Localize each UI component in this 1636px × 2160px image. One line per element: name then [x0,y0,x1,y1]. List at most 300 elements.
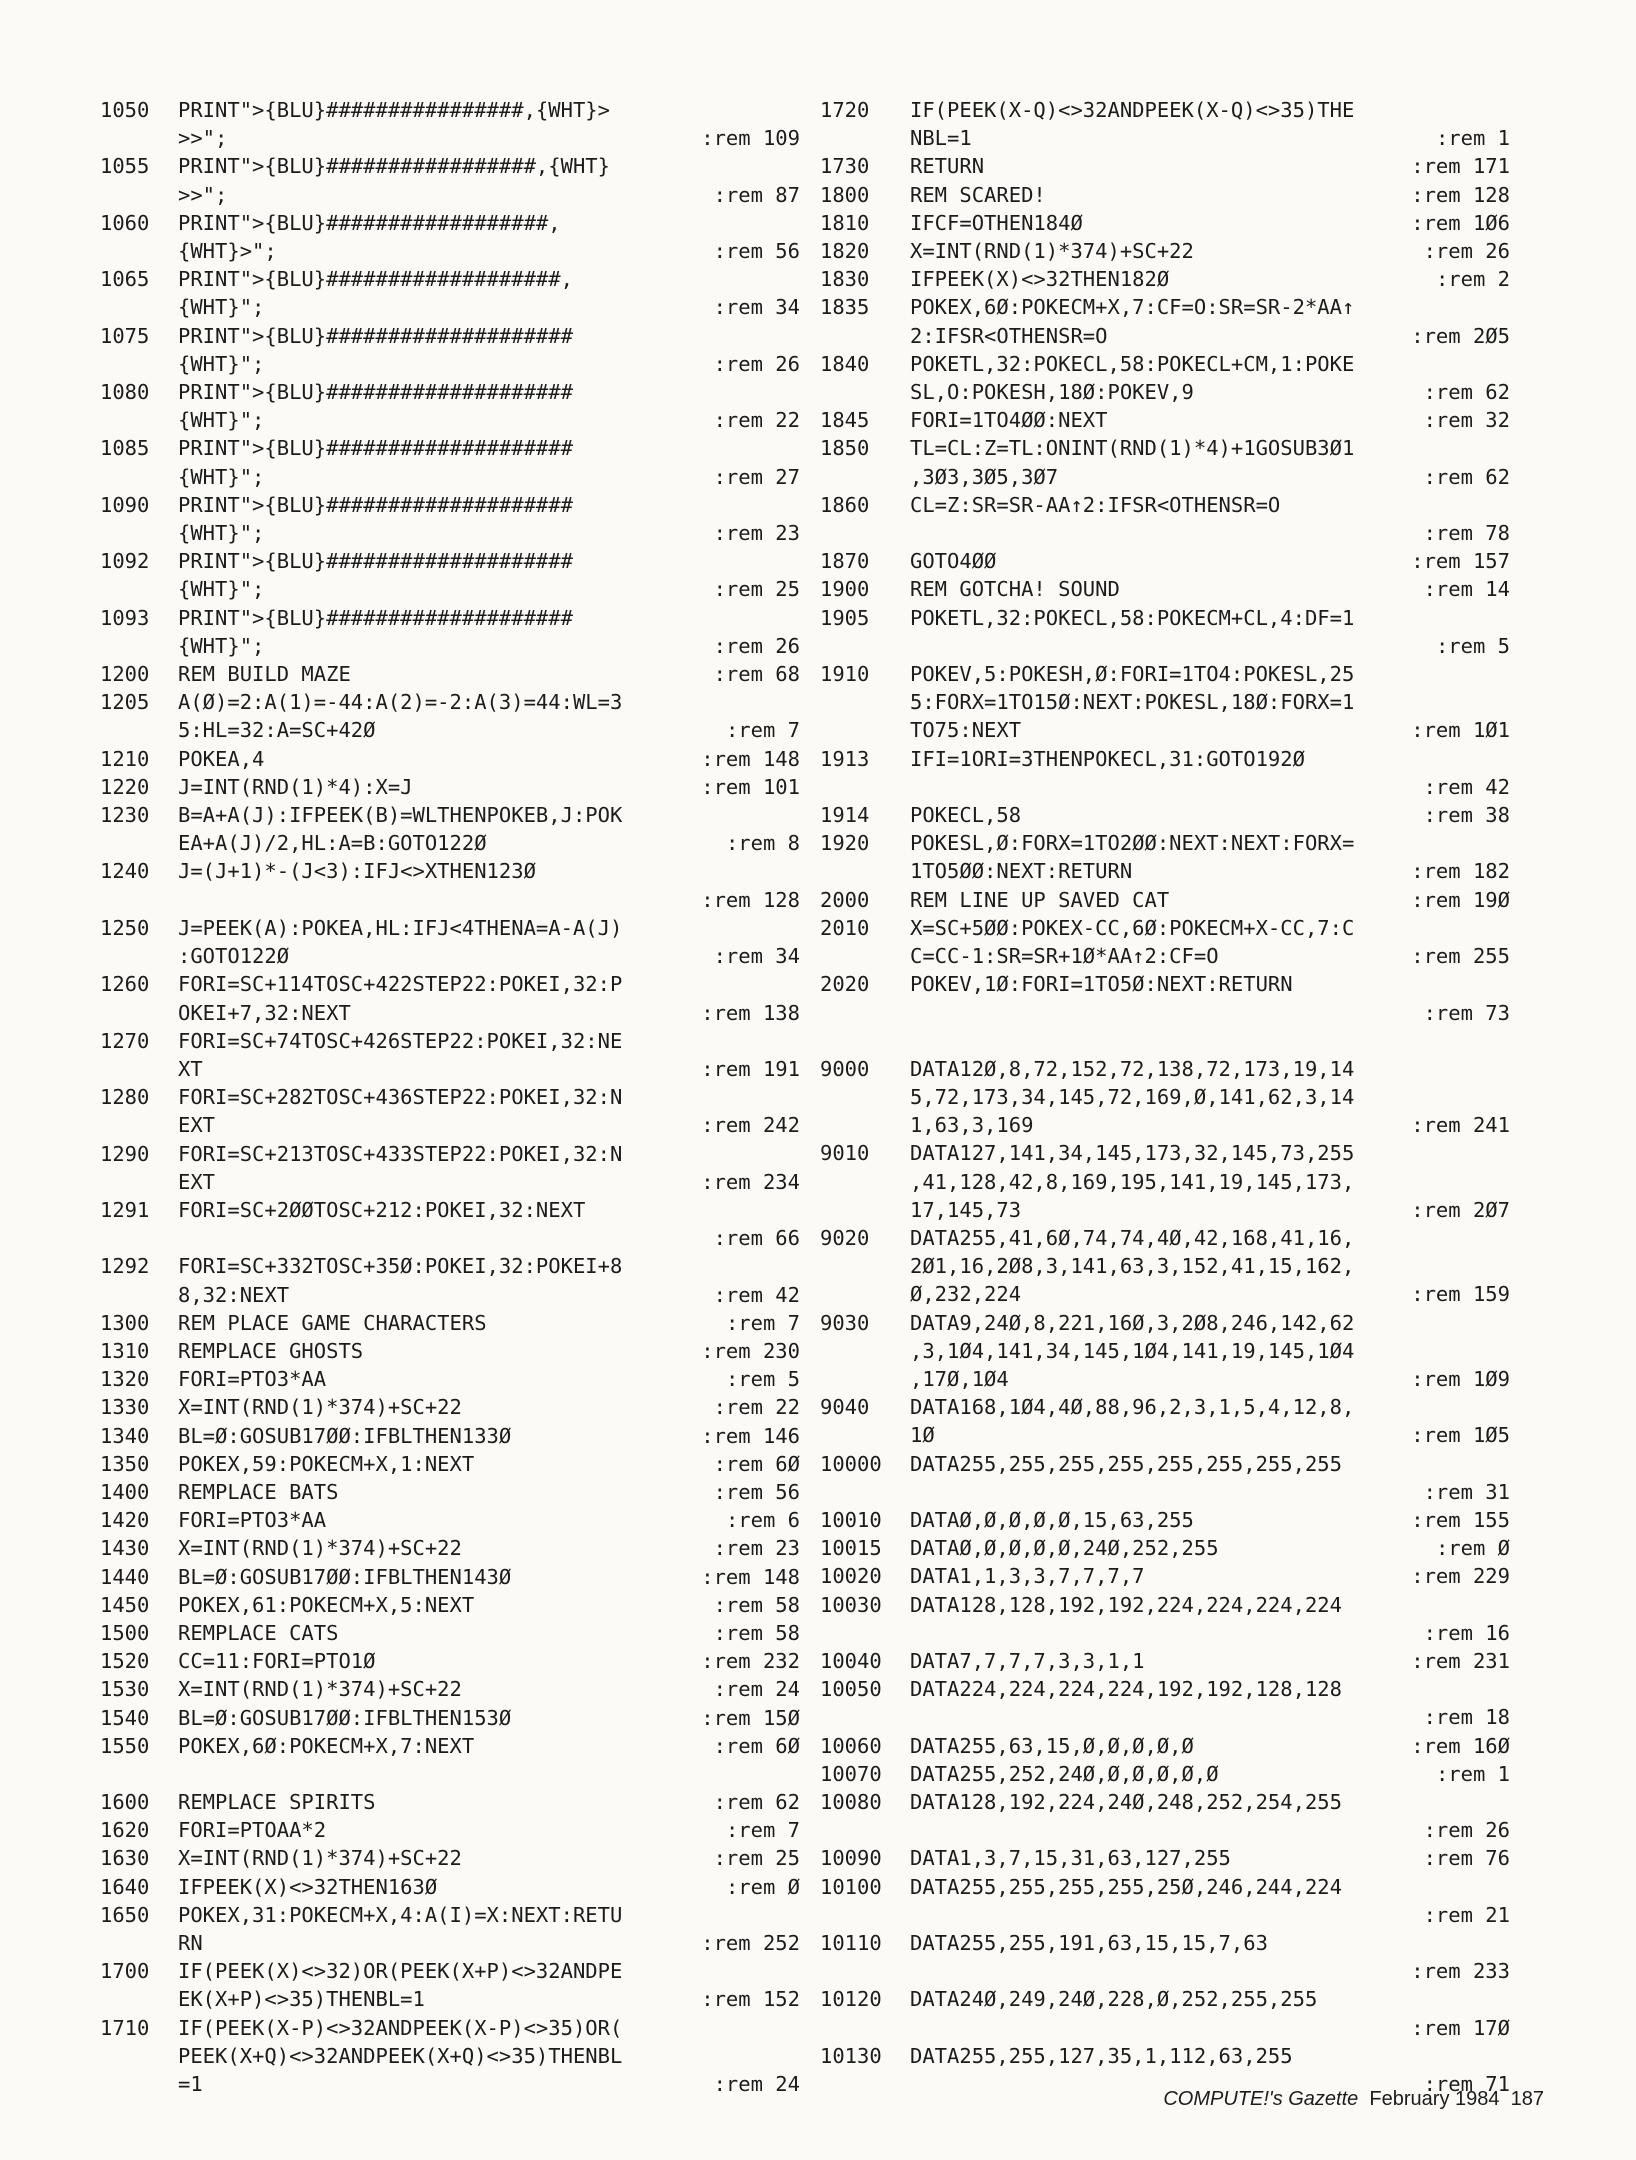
code-row [820,1760,1510,1788]
program-line [820,491,1510,547]
checksum-rem: :rem 157 [1411,549,1510,574]
code-text: DATA24Ø,249,24Ø,228,Ø,252,255,255 [910,1987,1318,2012]
checksum-rem: :rem 152 [701,1987,800,2012]
line-number [100,999,178,1027]
code-row [100,1309,800,1337]
code-text-row [910,575,1510,603]
program-line [820,1393,1510,1449]
code-text: FORI=SC+213TOSC+433STEP22:POKEI,32:N [178,1141,623,1166]
line-number: 1350 [100,1451,150,1476]
code-text-row [178,1675,800,1703]
code-text: DATA255,255,255,255,255,255,255,255 [910,1451,1342,1476]
code-text-inner: >>"; [178,182,228,207]
program-line [100,1083,800,1139]
code-row [100,1140,800,1168]
program-line [100,378,800,434]
line-number: 9000 [820,1056,870,1081]
program-line [820,1224,1510,1309]
code-text-inner: POKEX,6Ø:POKECM+X,7:NEXT [178,1733,475,1758]
code-text: CL=Z:SR=SR-AA↑2:IFSR<OTHENSR=O [910,492,1281,517]
code-row [100,350,800,378]
checksum-rem: :rem 6Ø [713,1733,800,1758]
code-text-row [910,463,1510,491]
code-text-inner: REM LINE UP SAVED CAT [910,887,1170,912]
line-number: 1850 [820,436,870,461]
code-row [100,999,800,1027]
code-text-inner: EK(X+P)<>35)THENBL=1 [178,1987,425,2012]
code-text-inner: {WHT}"; [178,577,265,602]
program-line [820,1055,1510,1140]
program-line [100,1788,800,1816]
line-number: 1810 [820,210,870,235]
code-row [820,1337,1510,1365]
code-row [100,660,800,688]
program-line [100,1704,800,1732]
code-text-row [178,1281,800,1309]
code-text-inner: BL=Ø:GOSUB17ØØ:IFBLTHEN133Ø [178,1423,512,1448]
line-number: 1320 [100,1367,150,1392]
code-row [100,491,800,519]
code-row [100,1365,800,1393]
code-text-inner: BL=Ø:GOSUB17ØØ:IFBLTHEN153Ø [178,1705,512,1730]
checksum-rem: :rem 68 [713,662,800,687]
code-text-row [178,1929,800,1957]
code-text: A(Ø)=2:A(1)=-44:A(2)=-2:A(3)=44:WL=3 [178,690,623,715]
line-number: 10050 [820,1677,882,1702]
code-row [820,406,1510,434]
checksum-rem: :rem 182 [1411,859,1510,884]
checksum-rem: :rem 22 [713,1395,800,1420]
code-text: POKETL,32:POKECL,58:POKECL+CM,1:POKE [910,351,1355,376]
code-text-inner: J=INT(RND(1)*4):X=J [178,774,413,799]
program-line [820,152,1510,180]
code-text-row [178,519,800,547]
code-text-row [178,181,800,209]
code-text: IF(PEEK(X-Q)<>32ANDPEEK(X-Q)<>35)THE [910,98,1355,122]
checksum-rem: :rem 155 [1411,1507,1510,1532]
code-row [820,124,1510,152]
line-number [820,1280,910,1308]
code-text-inner: 1,63,3,169 [910,1113,1034,1138]
program-line [820,237,1510,265]
line-number: 1400 [100,1479,150,1504]
line-number [100,829,178,857]
program-line [100,1506,800,1534]
code-text-row [910,1732,1510,1760]
program-line [100,970,800,1026]
code-text-inner: 1Ø [910,1423,935,1448]
line-number [100,519,178,547]
program-line [100,1619,800,1647]
line-number [820,463,910,491]
line-number: 9020 [820,1225,870,1250]
code-text-row [178,1309,800,1337]
code-text-inner: REMPLACE BATS [178,1479,339,1504]
line-number: 1060 [100,210,150,235]
checksum-rem: :rem 128 [1411,182,1510,207]
code-text: IF(PEEK(X-P)<>32ANDPEEK(X-P)<>35)OR( [178,2015,623,2040]
code-text-inner: DATA1,3,7,15,31,63,127,255 [910,1846,1231,1871]
code-row [100,547,800,575]
line-number: 1450 [100,1592,150,1617]
checksum-rem: :rem 159 [1411,1282,1510,1307]
code-row [820,350,1510,378]
line-number: 1640 [100,1874,150,1899]
code-text-row [178,1393,800,1421]
code-row [100,1055,800,1083]
line-number: 1340 [100,1423,150,1448]
code-text-inner: {WHT}>"; [178,239,277,264]
checksum-rem: :rem 1Ø1 [1411,718,1510,743]
code-text-inner: C=CC-1:SR=SR+1Ø*AA↑2:CF=O [910,944,1219,969]
code-text-row [178,745,800,773]
code-row [100,1816,800,1844]
line-number: 1820 [820,239,870,264]
checksum-rem: :rem 17Ø [1411,2015,1510,2040]
program-line [820,1534,1510,1562]
checksum-rem: :rem 34 [713,944,800,969]
line-number: 1910 [820,662,870,687]
checksum-rem: :rem 255 [1411,944,1510,969]
code-row [100,716,800,744]
code-text: DATA128,192,224,24Ø,248,252,254,255 [910,1789,1342,1814]
program-line [820,1591,1510,1647]
code-text-row [178,1704,800,1732]
line-number: 1220 [100,774,150,799]
checksum-rem: :rem 16Ø [1411,1733,1510,1758]
program-line [820,1139,1510,1224]
code-text: FORI=SC+2ØØTOSC+212:POKEI,32:NEXT [178,1197,586,1222]
code-text-row [910,1421,1510,1449]
code-text-row [178,999,800,1027]
code-row [100,688,800,716]
code-row [100,1675,800,1703]
footer-page-number: 187 [1510,2088,1544,2110]
right-listing-column [820,96,1510,2098]
code-text-inner: 5:HL=32:A=SC+42Ø [178,718,376,743]
code-text-inner: GOTO4ØØ [910,549,997,574]
code-row [820,1111,1510,1139]
code-text-inner: FORI=PTO3*AA [178,1508,327,1533]
program-line [100,1196,800,1252]
line-number: 1205 [100,690,150,715]
code-text: DATA127,141,34,145,173,32,145,73,255 [910,1141,1355,1166]
checksum-rem: :rem 148 [701,746,800,771]
code-text: DATA255,255,255,255,25Ø,246,244,224 [910,1874,1342,1899]
line-number: 10090 [820,1846,882,1871]
line-number [100,2042,178,2070]
checksum-rem: :rem 1Ø9 [1411,1366,1510,1391]
line-number [100,1055,178,1083]
code-row [820,970,1510,998]
program-line [100,1393,800,1421]
code-text-inner: ,17Ø,1Ø4 [910,1366,1009,1391]
code-text-inner: 2:IFSR<OTHENSR=O [910,323,1108,348]
program-line [820,886,1510,914]
line-number: 1900 [820,577,870,602]
line-number: 10130 [820,2043,882,2068]
code-row [820,857,1510,885]
checksum-rem: :rem 1 [1435,126,1510,151]
checksum-rem: :rem 62 [1423,380,1510,405]
code-row [820,1647,1510,1675]
code-row [100,1788,800,1816]
line-number: 1720 [820,98,870,122]
line-number [100,716,178,744]
program-line [820,1985,1510,2041]
code-text: POKEX,6Ø:POKECM+X,7:CF=O:SR=SR-2*AA↑ [910,295,1355,320]
code-text: J=(J+1)*-(J<3):IFJ<>XTHEN123Ø [178,859,536,884]
checksum-rem: :rem 24 [713,2072,800,2097]
line-number [820,124,910,152]
program-line [100,96,800,152]
program-line [100,1732,800,1760]
code-row [100,829,800,857]
program-line [820,547,1510,575]
checksum-rem: :rem 171 [1411,154,1510,179]
checksum-rem: :rem 8 [725,831,800,856]
code-text-row [178,660,800,688]
line-number [100,406,178,434]
code-row [100,1844,800,1872]
checksum-rem: :rem 233 [1411,1959,1510,1984]
checksum-rem: :rem 230 [701,1338,800,1363]
checksum-rem: :rem 42 [1423,774,1510,799]
code-text: FORI=SC+114TOSC+422STEP22:POKEI,32:P [178,972,623,997]
code-row [100,1929,800,1957]
program-line [100,1365,800,1393]
code-text-inner: X=INT(RND(1)*374)+SC+22 [178,1395,462,1420]
code-row [100,1083,800,1111]
line-number [100,1929,178,1957]
checksum-rem: :rem 148 [701,1564,800,1589]
code-text-row [910,1280,1510,1308]
code-text-inner: XT [178,1056,203,1081]
code-row [100,1478,800,1506]
line-number [100,293,178,321]
code-text-row [910,801,1510,829]
checksum-rem: :rem 128 [701,887,800,912]
line-number: 1055 [100,154,150,179]
code-row [820,1055,1510,1083]
code-text-inner: {WHT}"; [178,464,265,489]
checksum-rem: :rem 42 [713,1282,800,1307]
checksum-rem: :rem 23 [713,521,800,546]
code-text-inner: FORI=PTO3*AA [178,1367,327,1392]
code-row [820,1732,1510,1760]
code-text-row [910,1111,1510,1139]
code-text: ,3,1Ø4,141,34,145,1Ø4,141,19,145,1Ø4 [910,1338,1355,1363]
code-text-row [178,1873,800,1901]
checksum-rem: :rem 7 [725,718,800,743]
program-line [100,1140,800,1196]
line-number: 1550 [100,1733,150,1758]
code-row [100,265,800,293]
checksum-rem: :rem 26 [713,351,800,376]
code-text-inner: {WHT}"; [178,351,265,376]
line-number: 1080 [100,380,150,405]
checksum-rem: :rem 101 [701,774,800,799]
code-text: PRINT">{BLU}#################### [178,323,573,348]
code-row [100,406,800,434]
code-text-row [910,1844,1510,1872]
code-row [820,1393,1510,1421]
code-text-row [178,1563,800,1591]
code-row [100,575,800,603]
code-row [820,1280,1510,1308]
code-text-row [178,124,800,152]
code-row [100,1957,800,1985]
line-number: 9030 [820,1310,870,1335]
line-number: 1200 [100,662,150,687]
code-text-inner: ,3Ø3,3Ø5,3Ø7 [910,464,1059,489]
line-number: 1600 [100,1789,150,1814]
code-text-row [178,716,800,744]
program-line [100,1816,800,1844]
checksum-rem: :rem 24 [713,1677,800,1702]
program-line [100,1534,800,1562]
program-line [820,1788,1510,1844]
code-row [820,1929,1510,1957]
code-text-row [178,1732,800,1760]
code-row [100,1901,800,1929]
line-number: 1270 [100,1028,150,1053]
line-number: 1500 [100,1620,150,1645]
line-number [100,1111,178,1139]
code-text: X=SC+5ØØ:POKEX-CC,6Ø:POKECM+X-CC,7:C [910,915,1355,940]
line-number: 10070 [820,1761,882,1786]
program-line [100,1957,800,2013]
program-line [100,322,800,378]
program-line [100,1647,800,1675]
code-text: PRINT">{BLU}###################, [178,267,573,292]
line-number: 1420 [100,1508,150,1533]
checksum-rem: :rem 25 [713,577,800,602]
code-text-inner: REM SCARED! [910,182,1046,207]
checksum-rem: :rem 2Ø7 [1411,1197,1510,1222]
code-text-row [910,886,1510,914]
code-text-inner: REM PLACE GAME CHARACTERS [178,1310,487,1335]
line-number: 10015 [820,1536,882,1561]
code-text: DATA128,128,192,192,224,224,224,224 [910,1592,1342,1617]
checksum-rem: :rem 71 [1423,2072,1510,2097]
program-line [100,745,800,773]
code-row [820,181,1510,209]
program-line [100,801,800,857]
code-row [100,1591,800,1619]
line-number: 1210 [100,746,150,771]
line-number: 1914 [820,803,870,828]
code-row [100,1534,800,1562]
code-row [100,1422,800,1450]
code-row [100,1985,800,2013]
code-text-inner: {WHT}"; [178,521,265,546]
code-row [100,1873,800,1901]
code-text-inner: FORI=PTOAA*2 [178,1818,327,1843]
code-text-row [178,1111,800,1139]
code-row [820,209,1510,237]
code-text-row [178,1365,800,1393]
code-text: PRINT">{BLU}#################### [178,549,573,574]
code-row [100,378,800,406]
code-text-row [178,463,800,491]
code-text-row [178,1478,800,1506]
line-number: 1075 [100,323,150,348]
line-number: 1870 [820,549,870,574]
code-text-inner: EA+A(J)/2,HL:A=B:GOTO122Ø [178,831,487,856]
program-line [100,2014,800,2099]
program-line [100,660,800,688]
code-row [820,1450,1510,1478]
code-text-inner: {WHT}"; [178,295,265,320]
checksum-rem: :rem 1Ø5 [1411,1423,1510,1448]
code-text: 2Ø1,16,2Ø8,3,141,63,3,152,41,15,162, [910,1254,1355,1279]
code-text-inner: {WHT}"; [178,408,265,433]
program-line [100,914,800,970]
line-number: 1620 [100,1818,150,1843]
line-number: 1230 [100,803,150,828]
code-text-inner: OKEI+7,32:NEXT [178,1000,351,1025]
code-row [100,1111,800,1139]
code-text-inner: DATAØ,Ø,Ø,Ø,Ø,15,63,255 [910,1507,1194,1532]
code-row [100,519,800,547]
line-number [820,1337,910,1365]
blank-line [820,1027,1510,1055]
code-row [820,237,1510,265]
code-row [100,2042,800,2070]
code-text: IFI=1ORI=3THENPOKECL,31:GOTO192Ø [910,746,1305,771]
checksum-rem: :rem 18 [1423,1705,1510,1730]
code-text-inner: Ø,232,224 [910,1282,1022,1307]
line-number: 10110 [820,1931,882,1955]
checksum-rem: :rem 15Ø [701,1705,800,1730]
checksum-rem: :rem 58 [713,1620,800,1645]
line-number: 1650 [100,1902,150,1927]
program-line [100,773,800,801]
checksum-rem: :rem 5 [1435,633,1510,658]
line-number: 10120 [820,1987,882,2012]
code-row [100,1196,800,1224]
code-row [820,265,1510,293]
code-row [820,1309,1510,1337]
line-number: 1092 [100,549,150,574]
code-row [820,1224,1510,1252]
code-text-inner: REMPLACE GHOSTS [178,1338,364,1363]
code-text: DATA255,41,6Ø,74,74,4Ø,42,168,41,16, [910,1225,1355,1250]
line-number: 2000 [820,887,870,912]
line-number: 1830 [820,267,870,292]
checksum-rem: :rem 23 [713,1536,800,1561]
program-line [100,547,800,603]
footer-issue-date: February 1984 [1369,2088,1500,2110]
line-number [820,716,910,744]
code-row [100,463,800,491]
line-number: 1300 [100,1310,150,1335]
code-row [820,547,1510,575]
code-text-inner: 1TO5ØØ:NEXT:RETURN [910,859,1133,884]
code-row [100,942,800,970]
code-text-inner: DATAØ,Ø,Ø,Ø,Ø,24Ø,252,255 [910,1536,1219,1561]
line-number: 1260 [100,972,150,997]
code-text-inner: :GOTO122Ø [178,944,290,969]
code-row [820,829,1510,857]
code-text-inner: IFPEEK(X)<>32THEN163Ø [178,1874,438,1899]
code-row [100,1450,800,1478]
checksum-rem: :rem 66 [713,1226,800,1251]
code-text-row [178,829,800,857]
code-row [100,1506,800,1534]
code-text-row [910,237,1510,265]
